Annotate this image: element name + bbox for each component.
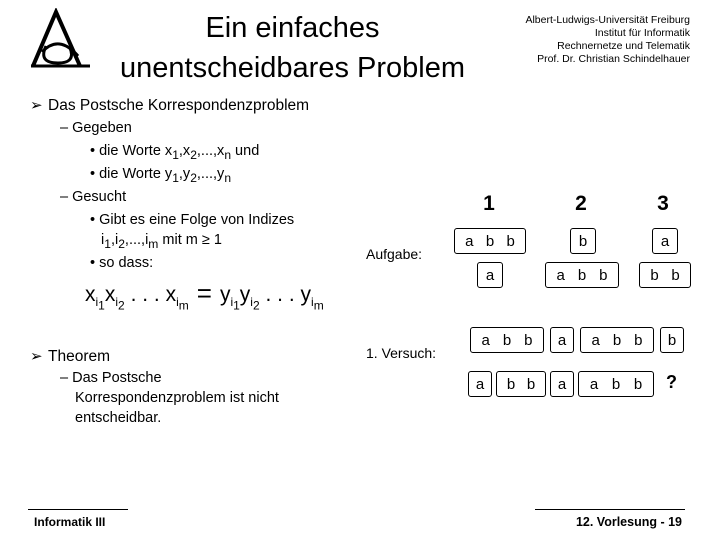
section2-heading: ➢ Theorem (30, 348, 111, 365)
title-line-1: Ein einfaches (205, 12, 380, 44)
try-label: 1. Versuch: (366, 345, 437, 361)
arrow-bullet-icon: ➢ (30, 348, 43, 365)
given-item: – Gegeben (60, 120, 132, 136)
institution-line: Albert-Ludwigs-Universität Freiburg (525, 14, 690, 26)
institution-line: Rechnernetze und Telematik (557, 40, 690, 52)
words-x-item: • die Worte $x_1,x_2,...,x_n$ und (90, 143, 260, 162)
question-item-cont: $i_1,i_2,...,i_m$ mit m ≥ 1 (101, 232, 222, 251)
try-bottom-1: a (468, 371, 492, 397)
domino-bottom-1: a (477, 262, 503, 288)
domino-top-2: b (570, 228, 596, 254)
theorem-body-line3: entscheidbar. (75, 410, 162, 426)
wanted-item: – Gesucht (60, 189, 127, 205)
title-line-2: unentscheidbares Problem (120, 52, 465, 84)
task-label: Aufgabe: (366, 246, 423, 262)
column-number: 1 (483, 192, 495, 215)
theorem-body-line2: Korrespondenzproblem ist nicht (75, 390, 279, 406)
column-number: 2 (575, 192, 587, 215)
try-bottom-2: b b (496, 371, 546, 397)
institution-line: Prof. Dr. Christian Schindelhauer (537, 53, 690, 65)
theorem-body-line1: – Das Postsche (60, 370, 162, 386)
try-top-2: a (550, 327, 574, 353)
try-bottom-4: a b b (578, 371, 654, 397)
footer-page: 12. Vorlesung - 19 (575, 515, 682, 529)
condition-item: • so dass: (90, 255, 154, 271)
university-logo (28, 8, 90, 70)
footer-rule-left (28, 509, 128, 510)
column-number: 3 (657, 192, 669, 215)
domino-bottom-3: b b (639, 262, 691, 288)
section1-heading: ➢ Das Postsche Korrespondenzproblem (30, 97, 310, 114)
try-bottom-3: a (550, 371, 574, 397)
footer-course: Informatik III (34, 515, 106, 529)
slide-title (100, 8, 485, 88)
domino-bottom-2: a b b (545, 262, 619, 288)
footer-rule-right (535, 509, 685, 510)
institution-block (500, 14, 690, 66)
institution-line: Institut für Informatik (594, 27, 690, 39)
pcp-formula: $x_{i_1}x_{i_2}$ . . . $x_{i_m} = y_{i_1}y_{i_2}$ . . . $y_{i_m}$ (85, 278, 324, 313)
try-top-4: b (660, 327, 684, 353)
arrow-bullet-icon: ➢ (30, 97, 43, 114)
question-mark: ? (666, 372, 677, 392)
words-y-item: • die Worte $y_1,y_2,...,y_n$ (90, 166, 232, 185)
domino-top-1: a b b (454, 228, 526, 254)
try-top-3: a b b (580, 327, 654, 353)
try-top-1: a b b (470, 327, 544, 353)
question-item: • Gibt es eine Folge von Indizes (90, 212, 295, 228)
domino-top-3: a (652, 228, 678, 254)
